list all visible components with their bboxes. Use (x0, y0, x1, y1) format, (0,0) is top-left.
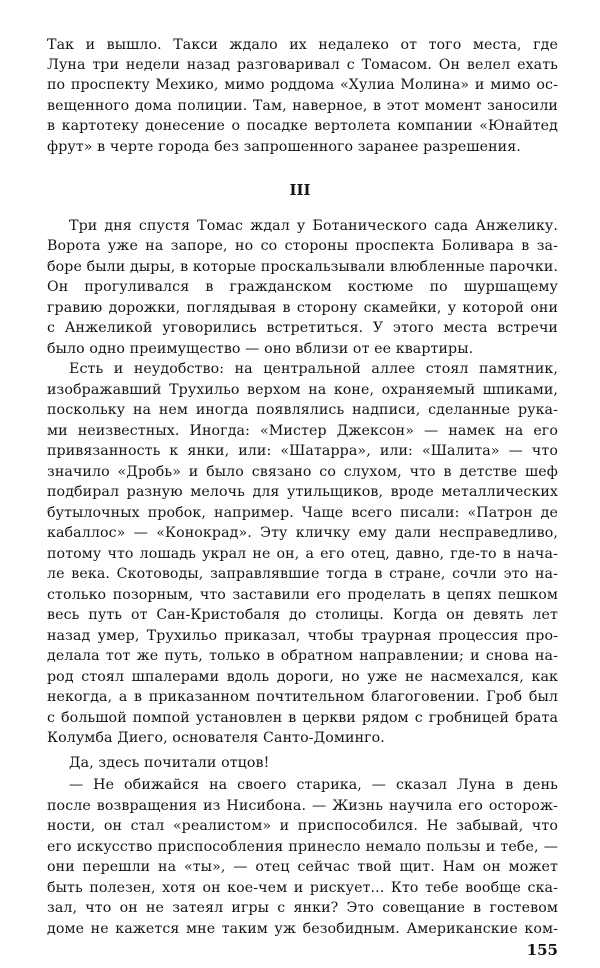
text-line: доме не кажется мне таким уж безобидным. Американские ком- (47, 921, 558, 937)
text-line: гравию дорожки, поглядывая в сторону скамейки, у которой они (47, 300, 558, 316)
text-line: ности, он стал «реалистом» и приспособился. Не забывай, что (47, 818, 558, 834)
text-line: Да, здесь почитали отцов! (69, 755, 270, 771)
text-line: Луна три недели назад разговаривал с Томасом. Он велел ехать (47, 57, 558, 73)
text-line: ми неизвестных. Иногда: «Мистер Джексон» — намек на его (47, 423, 558, 439)
text-line: кабаллос» — «Конокрад». Эту кличку ему дали несправедливо, (47, 525, 558, 541)
text-line: с Анжеликой уговорились встретиться. У этого места встречи (47, 320, 558, 336)
text-line: потому что лошадь украл не он, а его отец, давно, где-то в нача- (47, 546, 558, 562)
text-line: по проспекту Мехико, мимо роддома «Хулиа Молина» и мимо ос- (47, 77, 558, 93)
text-line: бутылочных пробок, например. Чаще всего писали: «Патрон де (47, 505, 558, 521)
section-heading: III (289, 181, 311, 199)
text-line: Ворота уже на запоре, но со стороны проспекта Боливара в за- (47, 238, 558, 254)
text-line: назад умер, Трухильо приказал, чтобы траурная процессия про- (47, 628, 558, 644)
text-line: ле века. Скотоводы, заправлявшие тогда в стране, сочли это на- (47, 566, 558, 582)
text-line: его искусство приспособления принесло немало пользы и тебе, — (47, 839, 558, 855)
text-line: весь путь от Сан-Кристобаля до столицы. Когда он девять лет (47, 607, 558, 623)
text-line: поскольку на нем иногда появлялись надписи, сделанные рука- (47, 402, 558, 418)
text-line: делала тот же путь, только в обратном направлении; и снова на- (47, 648, 558, 664)
text-line: они перешли на «ты», — отец сейчас твой щит. Нам он может (47, 859, 558, 875)
text-line: привязанность к янки, или: «Шатарра», или: «Шалита» — что (47, 443, 558, 459)
text-line: Колумба Диего, основателя Санто-Доминго. (47, 730, 385, 746)
text-line: значило «Дробь» и было связано со слухом, что в детстве шеф (47, 464, 558, 480)
text-line: Он прогуливался в гражданском костюме по шуршащему (47, 279, 558, 295)
text-line: — Не обижайся на своего старика, — сказал Луна в день (69, 777, 558, 793)
text-line: изображавший Трухильо верхом на коне, охраняемый шпиками, (47, 382, 558, 398)
text-line: быть полезен, хотя он кое-чем и рискует... Кто тебе вообще ска- (47, 880, 558, 896)
text-line: Три дня спустя Томас ждал у Ботанического сада Анжелику. (69, 218, 558, 234)
text-line: вещенного дома полиции. Там, наверное, в этот момент заносили (47, 98, 558, 114)
text-line: подбирал разную мелочь для утильщиков, вроде металлических (47, 484, 558, 500)
text-line: некогда, а в приказанном почтительном благоговении. Гроб был (47, 689, 558, 705)
text-line: в картотеку донесение о посадке вертолета компании «Юнайтед (47, 118, 558, 134)
text-line: было одно преимущество — оно вблизи от ее квартиры. (47, 341, 474, 357)
text-line: с большой помпой установлен в церкви рядом с гробницей брата (47, 710, 558, 726)
text-line: после возвращения из Нисибона. — Жизнь научила его осторож- (47, 798, 558, 814)
text-line: род стоял шпалерами вдоль дороги, но уже не насмехался, как (47, 669, 558, 685)
page-number: 155 (526, 941, 558, 959)
text-line: фрут» в черте города без запрошенного заранее разрешения. (47, 139, 521, 155)
text-line: зал, что он не затеял игры с янки? Это совещание в гостевом (47, 900, 558, 916)
text-line: столько позорным, что заставили его проделать в цепях пешком (47, 587, 558, 603)
text-line: Так и вышло. Такси ждало их недалеко от того места, где (47, 37, 558, 53)
text-line: Есть и неудобство: на центральной аллее стоял памятник, (69, 361, 558, 377)
text-line: боре были дыры, в которые проскальзывали влюбленные парочки. (47, 259, 558, 275)
